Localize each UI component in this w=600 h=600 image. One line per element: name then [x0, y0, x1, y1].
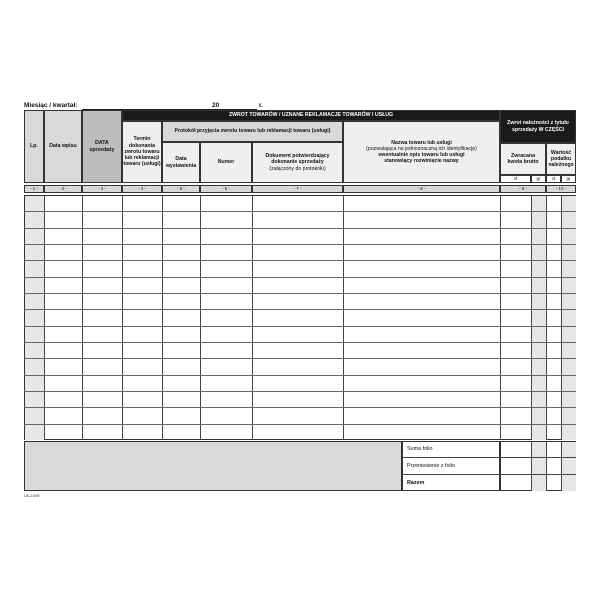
- colnum-7: [252, 185, 343, 193]
- gr-label-9: [531, 175, 546, 183]
- grid-row-line: [24, 375, 576, 376]
- zl-text: zł: [551, 175, 556, 181]
- col-header-wartosc: [546, 143, 576, 175]
- gr-label-10: [561, 175, 576, 183]
- summary-left-area: [24, 441, 402, 491]
- grid-vline: [44, 195, 45, 440]
- zwracana-label: Zwracana kwota brutto: [507, 152, 539, 165]
- year-prefix: 20: [212, 102, 220, 109]
- lp-label: Lp.: [30, 143, 38, 150]
- group-title-label: ZWROT TOWARÓW / UZNANE REKLAMACJE TOWARÓW I USŁUG: [228, 112, 394, 119]
- year-suffix: r.: [259, 102, 263, 109]
- sum-hline-2: [500, 474, 576, 475]
- protokol-group-title: [162, 121, 343, 142]
- zl-label-9: [500, 175, 531, 183]
- col-header-data-sprzedazy: [82, 110, 122, 183]
- sum-vline-b: [546, 441, 547, 491]
- sum-vline-c: [561, 441, 562, 491]
- col-header-dokument: [252, 142, 343, 183]
- zl-label-10: [546, 175, 561, 183]
- termin-label: Termin dokonania zwrotu towaru lub reklamacji towaru (usługi): [123, 136, 161, 168]
- grid-row-line: [24, 407, 576, 408]
- col-header-lp: [24, 110, 44, 183]
- col-header-data-wystawienia: [162, 142, 200, 183]
- colnum-2: [44, 185, 82, 193]
- col-header-termin: [122, 121, 162, 183]
- grid-vline: [82, 195, 83, 440]
- col-header-nazwa: [343, 121, 500, 183]
- grid-vline: [561, 195, 562, 440]
- colnum-10: [546, 185, 576, 193]
- suma-folio-label: Suma folio: [407, 446, 433, 452]
- colnum-text: - 3 -: [98, 185, 106, 191]
- protokol-title-label: Protokół przyjęcia zwrotu towaru lub reklamacji towaru (usługi): [174, 128, 331, 135]
- grid-vline: [162, 195, 163, 440]
- gr-text: gr: [536, 175, 541, 181]
- summary-divider-1: [402, 457, 500, 458]
- grid-row-line: [24, 293, 576, 294]
- colnum-text: - 2 -: [59, 185, 67, 191]
- entries-table-body: [24, 195, 576, 440]
- data-wpisu-label: Data wpisu: [49, 143, 77, 150]
- grid-vline: [343, 195, 344, 440]
- grid-vline: [500, 195, 501, 440]
- colnum-text: - 1 -: [30, 185, 38, 191]
- grid-row-line: [24, 309, 576, 310]
- grid-row-line: [24, 260, 576, 261]
- colnum-text: - 7 -: [293, 185, 302, 191]
- colnum-6: [200, 185, 252, 193]
- grid-row-line: [24, 342, 576, 343]
- colnum-9: [500, 185, 546, 193]
- sum-hline-1: [500, 457, 576, 458]
- grid-row-line: [24, 211, 576, 212]
- colnum-text: - 5 -: [177, 185, 185, 191]
- colnum-text: - 8 -: [417, 185, 426, 191]
- colnum-8: [343, 185, 500, 193]
- col-header-numer: [200, 142, 252, 183]
- grid-vline: [531, 195, 532, 440]
- colnum-text: - 4 -: [138, 185, 146, 191]
- grid-row-line: [24, 326, 576, 327]
- colnum-1: [24, 185, 44, 193]
- wartosc-label: Wartość podatku należnego: [548, 149, 574, 169]
- zwrot-group-title: [500, 110, 576, 143]
- grid-vline: [252, 195, 253, 440]
- grid-vline: [122, 195, 123, 440]
- group-title-zwrot: [122, 110, 500, 121]
- col-header-data-wpisu: [44, 110, 82, 183]
- colnum-text: - 6 -: [222, 185, 230, 191]
- data-wystawienia-label: Data wystawienia: [165, 156, 197, 169]
- form-code: UD-21NR: [24, 494, 40, 498]
- col-header-zwracana: [500, 143, 546, 175]
- grey-lp-column: [25, 196, 45, 440]
- grid-row-line: [24, 277, 576, 278]
- sum-grey-gr-9: [531, 442, 546, 491]
- numer-label: Numer: [217, 159, 235, 166]
- colnum-text: - 9 -: [519, 185, 527, 191]
- sum-grey-gr-10: [561, 442, 576, 491]
- month-quarter-label: Miesiąc / kwartał:: [24, 102, 78, 109]
- grid-row-line: [24, 358, 576, 359]
- grid-row-line: [24, 228, 576, 229]
- zwrot-title-label: Zwrot należności z tytułu sprzedaży W CZĘŚCI: [507, 120, 569, 133]
- summary-divider-2: [402, 474, 500, 475]
- grey-gr-column-9: [531, 196, 546, 440]
- gr-text: gr: [566, 175, 571, 181]
- grid-vline: [200, 195, 201, 440]
- grey-gr-column-10: [561, 196, 576, 440]
- grid-row-line: [24, 424, 576, 425]
- grid-row-line: [24, 244, 576, 245]
- przeniesienie-label: Przeniesienie z folio: [407, 463, 455, 469]
- colnum-text: - 10 -: [555, 185, 567, 191]
- colnum-5: [162, 185, 200, 193]
- nazwa-label: Nazwa towaru lub usługi: [391, 139, 452, 146]
- grid-vline: [546, 195, 547, 440]
- razem-label: Razem: [407, 480, 425, 486]
- colnum-4: [122, 185, 162, 193]
- data-sprzedazy-label: DATA sprzedaży: [89, 140, 115, 153]
- sum-vline-a: [531, 441, 532, 491]
- zl-text: zł: [513, 175, 518, 181]
- colnum-3: [82, 185, 122, 193]
- dokument-label: Dokument potwierdzający dokonanie sprzedaży: [265, 153, 330, 166]
- dokument-note: (załączony do protokołu): [269, 165, 326, 172]
- grid-row-line: [24, 391, 576, 392]
- nazwa-extra: ewentualnie opis towaru lub usługi stanowiący rozwinięcie nazwy: [378, 152, 465, 165]
- nazwa-note: (pozwalająca na jednoznaczną ich identyfikację): [366, 145, 477, 152]
